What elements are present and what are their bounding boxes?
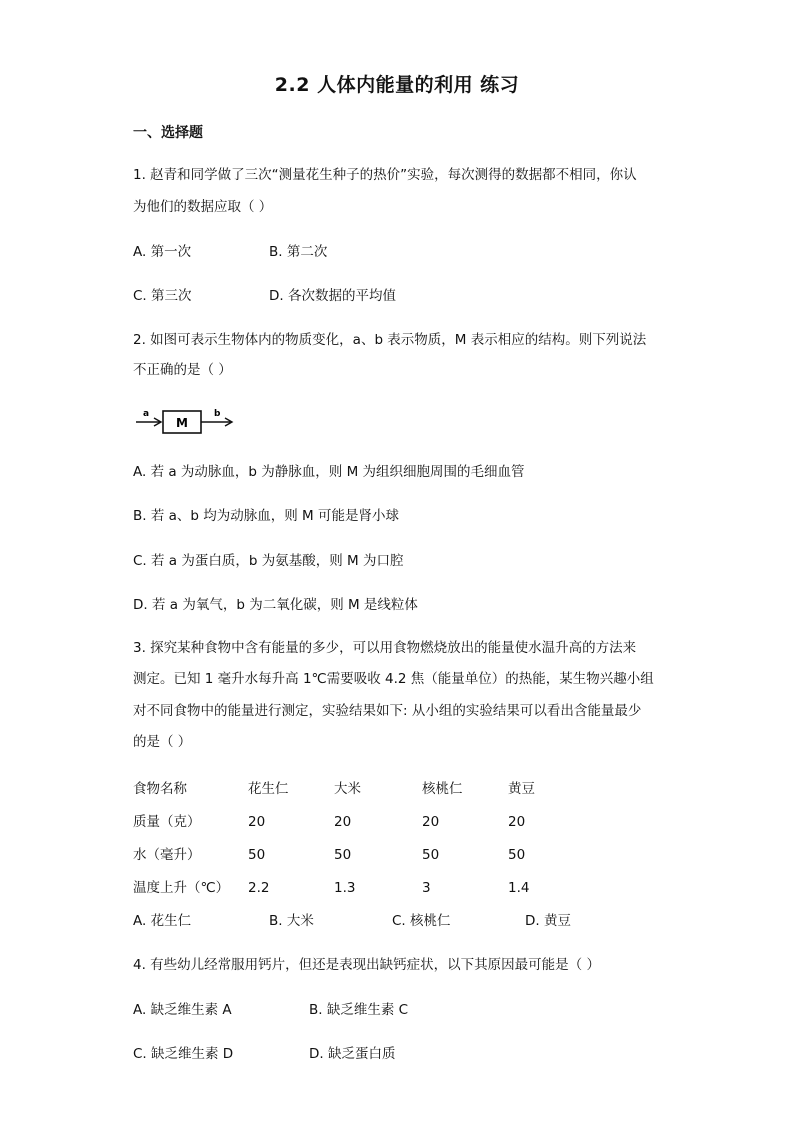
q3-option-d[interactable]: D. 黄豆 bbox=[525, 913, 571, 929]
q2-option-a[interactable]: A. 若 a 为动脉血，b 为静脉血，则 M 为组织细胞周围的毛细血管 bbox=[133, 464, 525, 480]
q4-option-b[interactable]: B. 缺乏维生素 C bbox=[309, 1002, 409, 1018]
q1-option-b[interactable]: B. 第二次 bbox=[269, 244, 328, 260]
q3-stem-line4: 的是（ ） bbox=[133, 734, 192, 750]
q2-diagram-label-a: a bbox=[143, 409, 150, 419]
q3-stem-line3: 对不同食物中的能量进行测定，实验结果如下: 从小组的实验结果可以看出含能量最少 bbox=[133, 703, 642, 719]
table-cell: 1.3 bbox=[334, 880, 356, 896]
table-header-walnut: 核桃仁 bbox=[422, 781, 463, 797]
q1-stem-line1: 1. 赵青和同学做了三次“测量花生种子的热价”实验，每次测得的数据都不相同，你认 bbox=[133, 167, 637, 183]
q2-stem-line1: 2. 如图可表示生物体内的物质变化，a、b 表示物质，M 表示相应的结构。则下列说法 bbox=[133, 332, 647, 348]
q1-option-d[interactable]: D. 各次数据的平均值 bbox=[269, 288, 396, 304]
table-header-rice: 大米 bbox=[334, 781, 361, 797]
q3-option-c[interactable]: C. 核桃仁 bbox=[392, 913, 451, 929]
q2-option-b[interactable]: B. 若 a、b 均为动脉血，则 M 可能是肾小球 bbox=[133, 508, 399, 524]
q2-diagram-label-b: b bbox=[214, 409, 221, 419]
q4-option-d[interactable]: D. 缺乏蛋白质 bbox=[309, 1046, 396, 1062]
table-cell: 50 bbox=[248, 847, 266, 863]
table-cell: 1.4 bbox=[508, 880, 530, 896]
table-row-header-water: 水（毫升） bbox=[133, 847, 201, 863]
section-heading: 一、选择题 bbox=[133, 125, 203, 141]
table-header-soybean: 黄豆 bbox=[508, 781, 535, 797]
table-cell: 20 bbox=[334, 814, 352, 830]
table-cell: 20 bbox=[248, 814, 266, 830]
q3-stem-line2: 测定。已知 1 毫升水每升高 1℃需要吸收 4.2 焦（能量单位）的热能，某生物兴趣小组 bbox=[133, 671, 654, 687]
q1-option-c[interactable]: C. 第三次 bbox=[133, 288, 192, 304]
q2-option-c[interactable]: C. 若 a 为蛋白质，b 为氨基酸，则 M 为口腔 bbox=[133, 553, 404, 569]
table-header-peanut: 花生仁 bbox=[248, 781, 289, 797]
table-cell: 20 bbox=[422, 814, 440, 830]
q4-option-c[interactable]: C. 缺乏维生素 D bbox=[133, 1046, 234, 1062]
q1-stem-line2: 为他们的数据应取（ ） bbox=[133, 199, 273, 215]
table-row-header-name: 食物名称 bbox=[133, 781, 187, 797]
q2-diagram-label-m: M bbox=[176, 416, 188, 430]
q2-diagram bbox=[133, 405, 243, 437]
table-cell: 2.2 bbox=[248, 880, 270, 896]
table-cell: 3 bbox=[422, 880, 431, 896]
q1-option-a[interactable]: A. 第一次 bbox=[133, 244, 192, 260]
table-row-header-temp: 温度上升（℃） bbox=[133, 880, 230, 896]
table-cell: 50 bbox=[508, 847, 526, 863]
q2-stem-line2: 不正确的是（ ） bbox=[133, 362, 232, 378]
q2-option-d[interactable]: D. 若 a 为氧气，b 为二氧化碳，则 M 是线粒体 bbox=[133, 597, 418, 613]
table-row-header-mass: 质量（克） bbox=[133, 814, 201, 830]
q3-option-a[interactable]: A. 花生仁 bbox=[133, 913, 192, 929]
table-cell: 50 bbox=[422, 847, 440, 863]
page-title: 2.2 人体内能量的利用 练习 bbox=[274, 74, 520, 96]
q3-option-b[interactable]: B. 大米 bbox=[269, 913, 314, 929]
table-cell: 20 bbox=[508, 814, 526, 830]
q3-stem-line1: 3. 探究某种食物中含有能量的多少，可以用食物燃烧放出的能量使水温升高的方法来 bbox=[133, 640, 637, 656]
q4-option-a[interactable]: A. 缺乏维生素 A bbox=[133, 1002, 232, 1018]
q4-stem-line1: 4. 有些幼儿经常服用钙片，但还是表现出缺钙症状，以下其原因最可能是（ ） bbox=[133, 957, 600, 973]
table-cell: 50 bbox=[334, 847, 352, 863]
